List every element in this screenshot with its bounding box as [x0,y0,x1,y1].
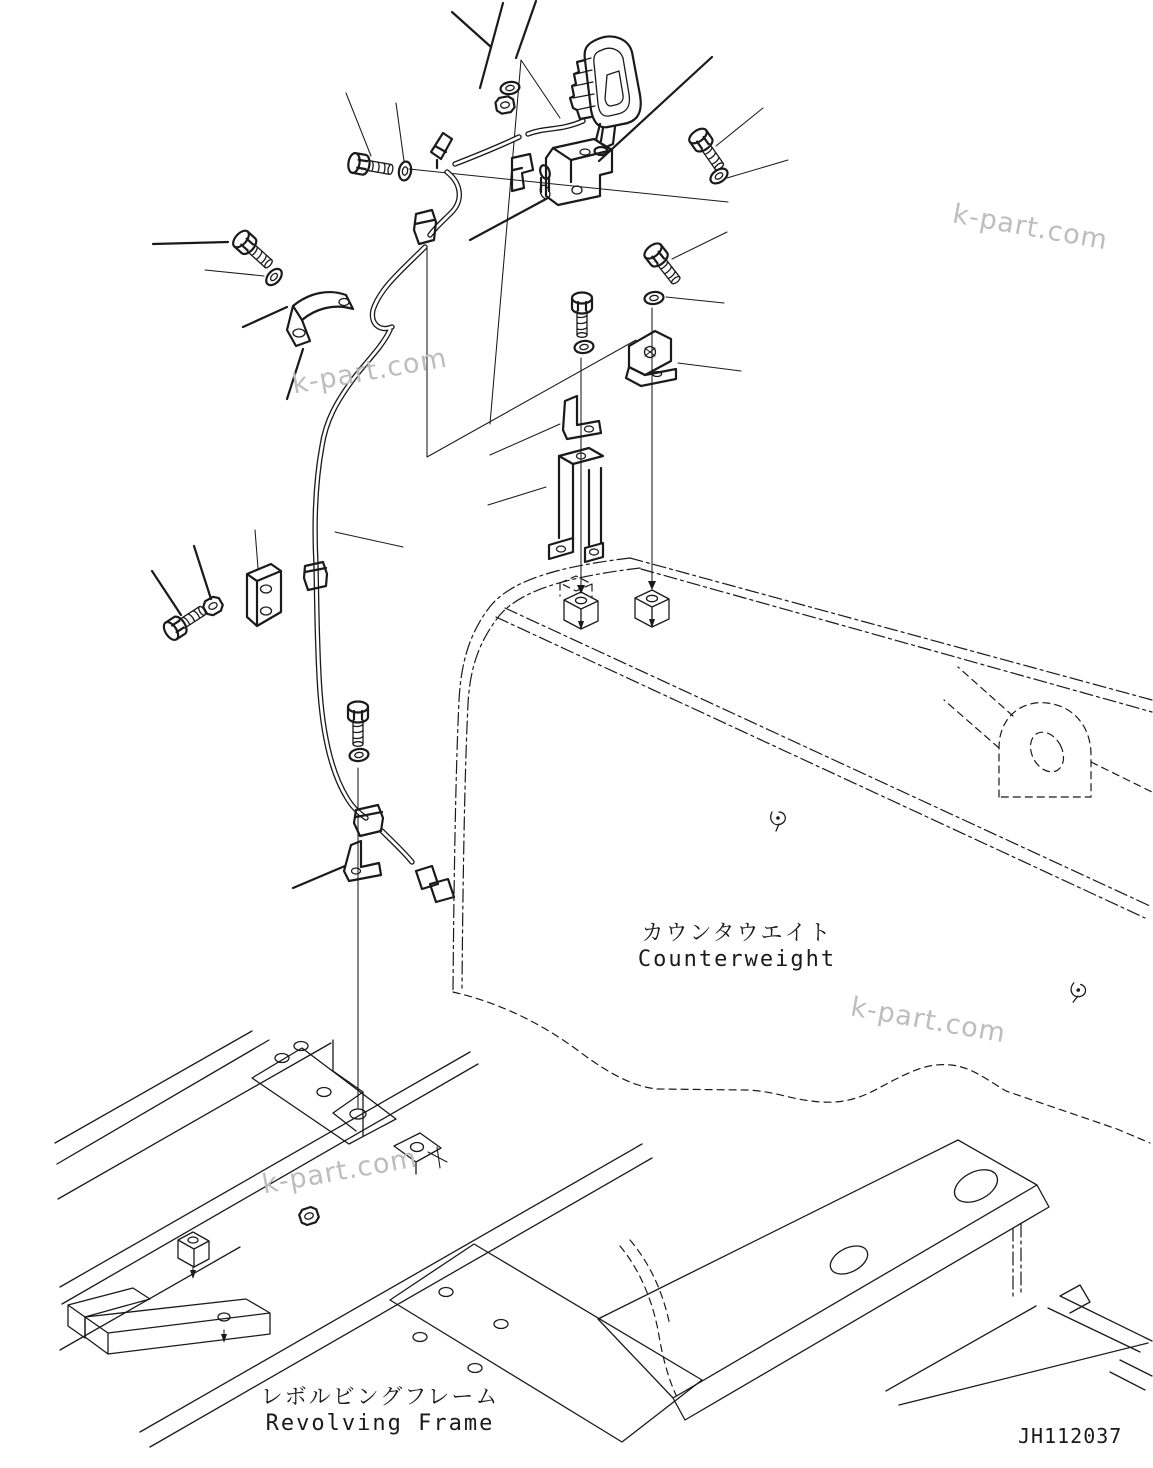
counterweight-outline [453,558,1152,1143]
lamp-mounting-bracket [538,139,612,205]
revolving-frame-label-jp: レボルビングフレーム [260,1385,500,1410]
counterweight-label-jp: カウンタウエイト [641,921,833,946]
watermark: k-part.com [259,1142,420,1201]
watermark: k-part.com [289,342,450,401]
counterweight-label-en: Counterweight [637,947,837,972]
frame-nut [298,1206,320,1227]
counterweight-clip-icon [771,812,786,831]
washer [263,80,730,762]
l-bracket [563,396,601,439]
frame-boss [178,1232,209,1279]
revolving-frame-label-en: Revolving Frame [265,1411,495,1436]
revolving-frame-structure [55,1031,1152,1447]
curved-bracket [287,292,353,346]
harness-connector [416,133,533,902]
harness-clip [304,210,436,836]
u-bracket [549,448,603,562]
frame-beam [598,1140,1152,1420]
work-lamp [570,37,641,155]
drawing-number: JH112037 [1018,1424,1123,1448]
watermark: k-part.com [950,198,1111,257]
counterweight-clip-icon [1068,982,1087,1004]
bottom-l-bracket [344,841,381,881]
frame-block [68,1288,270,1354]
flat-bracket [247,564,281,626]
angle-bracket [626,331,676,386]
lifting-eye [944,667,1152,797]
watermark: k-part.com [848,991,1009,1050]
